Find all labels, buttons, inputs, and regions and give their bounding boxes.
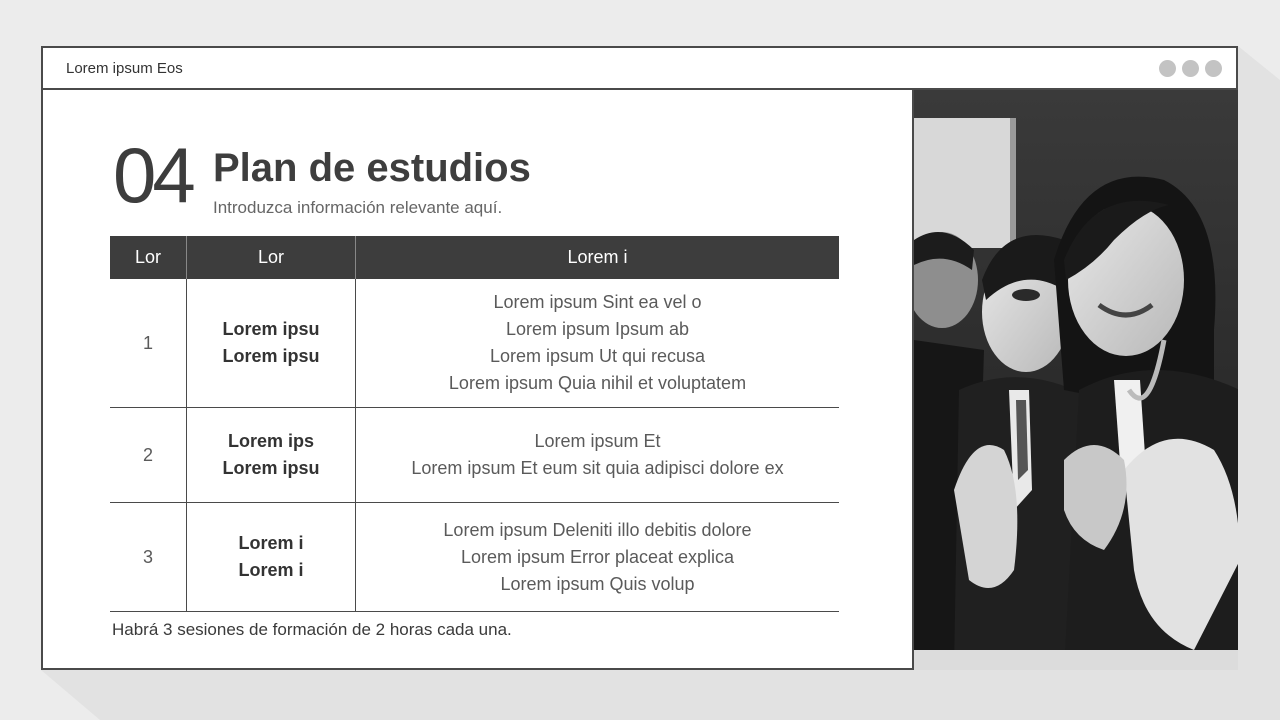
row-detail-line: Lorem ipsum Quis volup [500,573,695,594]
row-detail-line: Lorem ipsum Ipsum ab [505,319,690,339]
row-number: 3 [110,503,187,612]
curriculum-table [110,236,839,612]
row-name-line: Lorem i [238,560,304,580]
window-dot-2[interactable] [1182,60,1199,77]
table-header-cell: Lor [110,236,187,279]
audience-photo [912,90,1238,670]
section-number: 04 [113,131,192,219]
row-name-line: Lorem ipsu [222,458,320,478]
window-dot-3[interactable] [1205,60,1222,77]
table-row [110,408,839,503]
row-detail-line: Lorem ipsum Deleniti illo debitis dolore [443,519,752,540]
row-name [187,408,356,503]
table-header-cell: Lor [187,236,356,279]
table-header-row [110,236,839,279]
page-title: Plan de estudios [213,146,531,190]
slide-window [41,46,1238,670]
row-detail-line: Lorem ipsum Quia nihil et voluptatem [448,373,747,393]
row-detail-line: Lorem ipsum Et [534,431,661,451]
window-title: Lorem ipsum Eos [66,60,183,77]
row-name-line: Lorem i [238,533,304,553]
row-details [356,279,840,408]
row-number: 1 [110,279,187,408]
row-name-line: Lorem ipsu [222,319,320,339]
row-name [187,503,356,612]
row-detail-line: Lorem ipsum Et eum sit quia adipisci dolore ex [411,458,784,478]
window-dot-1[interactable] [1159,60,1176,77]
row-detail-line: Lorem ipsum Ut qui recusa [489,346,706,366]
table-row [110,279,839,408]
row-name-line: Lorem ipsu [222,346,320,366]
audience-photo-illustration [914,90,1238,670]
window-topbar [43,48,1236,90]
window-controls [1159,60,1222,77]
table-row [110,503,839,612]
row-detail-line: Lorem ipsum Error placeat explica [460,546,735,567]
row-number: 2 [110,408,187,503]
row-name-line: Lorem ips [227,431,315,451]
row-details [356,408,840,503]
row-details [356,503,840,612]
footnote: Habrá 3 sesiones de formación de 2 horas cada una. [112,620,512,639]
page-subtitle: Introduzca información relevante aquí. [213,198,503,217]
row-name [187,279,356,408]
table-header-cell: Lorem i [356,236,840,279]
row-detail-line: Lorem ipsum Sint ea vel o [493,292,702,312]
